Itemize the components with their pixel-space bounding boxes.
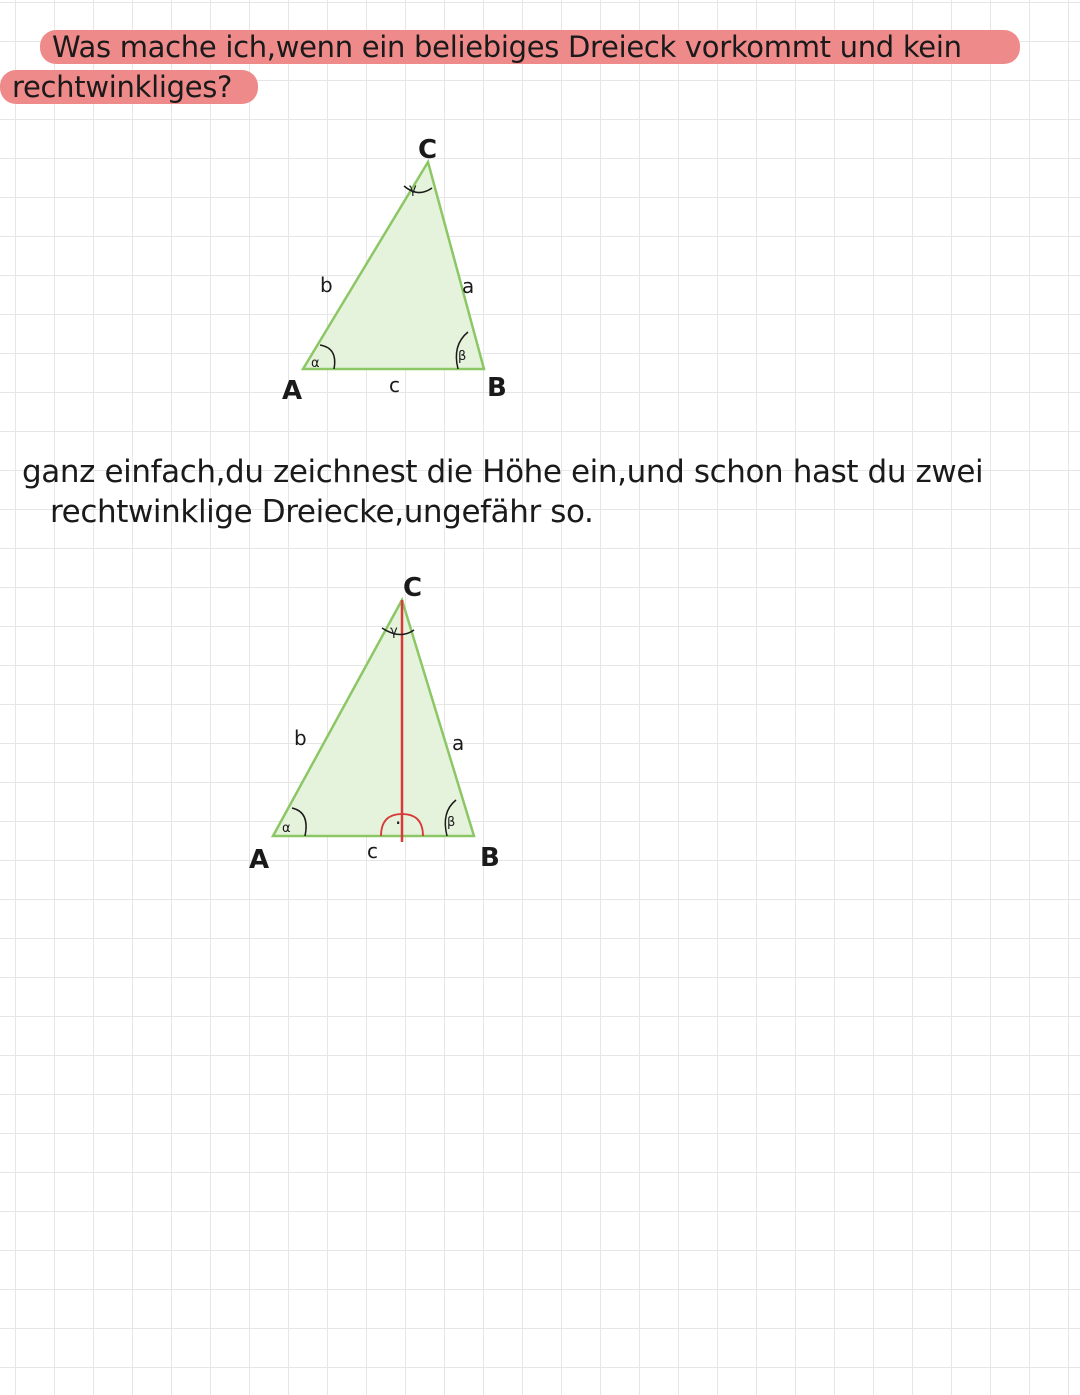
angle-alpha-label-1: α — [311, 356, 320, 371]
heading-line-1: Was mache ich,wenn ein beliebiges Dreieck vorkommt und kein — [40, 30, 1020, 64]
angle-beta-label-1: β — [458, 349, 467, 364]
vertex-c-label-1: C — [418, 135, 438, 165]
vertex-a-label-2: A — [249, 845, 270, 875]
side-c-label-2: c — [367, 839, 378, 863]
side-b-label-2: b — [294, 726, 307, 750]
triangle-figure-2 — [0, 560, 1080, 900]
side-b-label-1: b — [320, 273, 333, 297]
side-c-label-1: c — [389, 373, 400, 397]
angle-alpha-label-2: α — [282, 821, 291, 836]
triangle-1-shape — [303, 162, 484, 369]
heading-line-2: rechtwinkliges? — [0, 70, 258, 104]
right-angle-dot: · — [395, 811, 402, 835]
angle-beta-label-2: β — [447, 815, 456, 830]
triangle-figure-1 — [0, 0, 1080, 450]
explanation-line-2: rechtwinklige Dreiecke,ungefähr so. — [50, 494, 594, 530]
side-a-label-1: a — [462, 274, 475, 298]
vertex-b-label-2: B — [480, 843, 500, 873]
angle-gamma-label-2: γ — [390, 624, 398, 639]
explanation-line-1: ganz einfach,du zeichnest die Höhe ein,und schon hast du zwei — [22, 454, 984, 490]
vertex-a-label-1: A — [282, 376, 303, 406]
angle-gamma-label-1: γ — [409, 182, 417, 197]
side-a-label-2: a — [452, 731, 465, 755]
vertex-b-label-1: B — [487, 373, 507, 403]
vertex-c-label-2: C — [403, 573, 423, 603]
triangle-2-shape — [273, 600, 474, 836]
